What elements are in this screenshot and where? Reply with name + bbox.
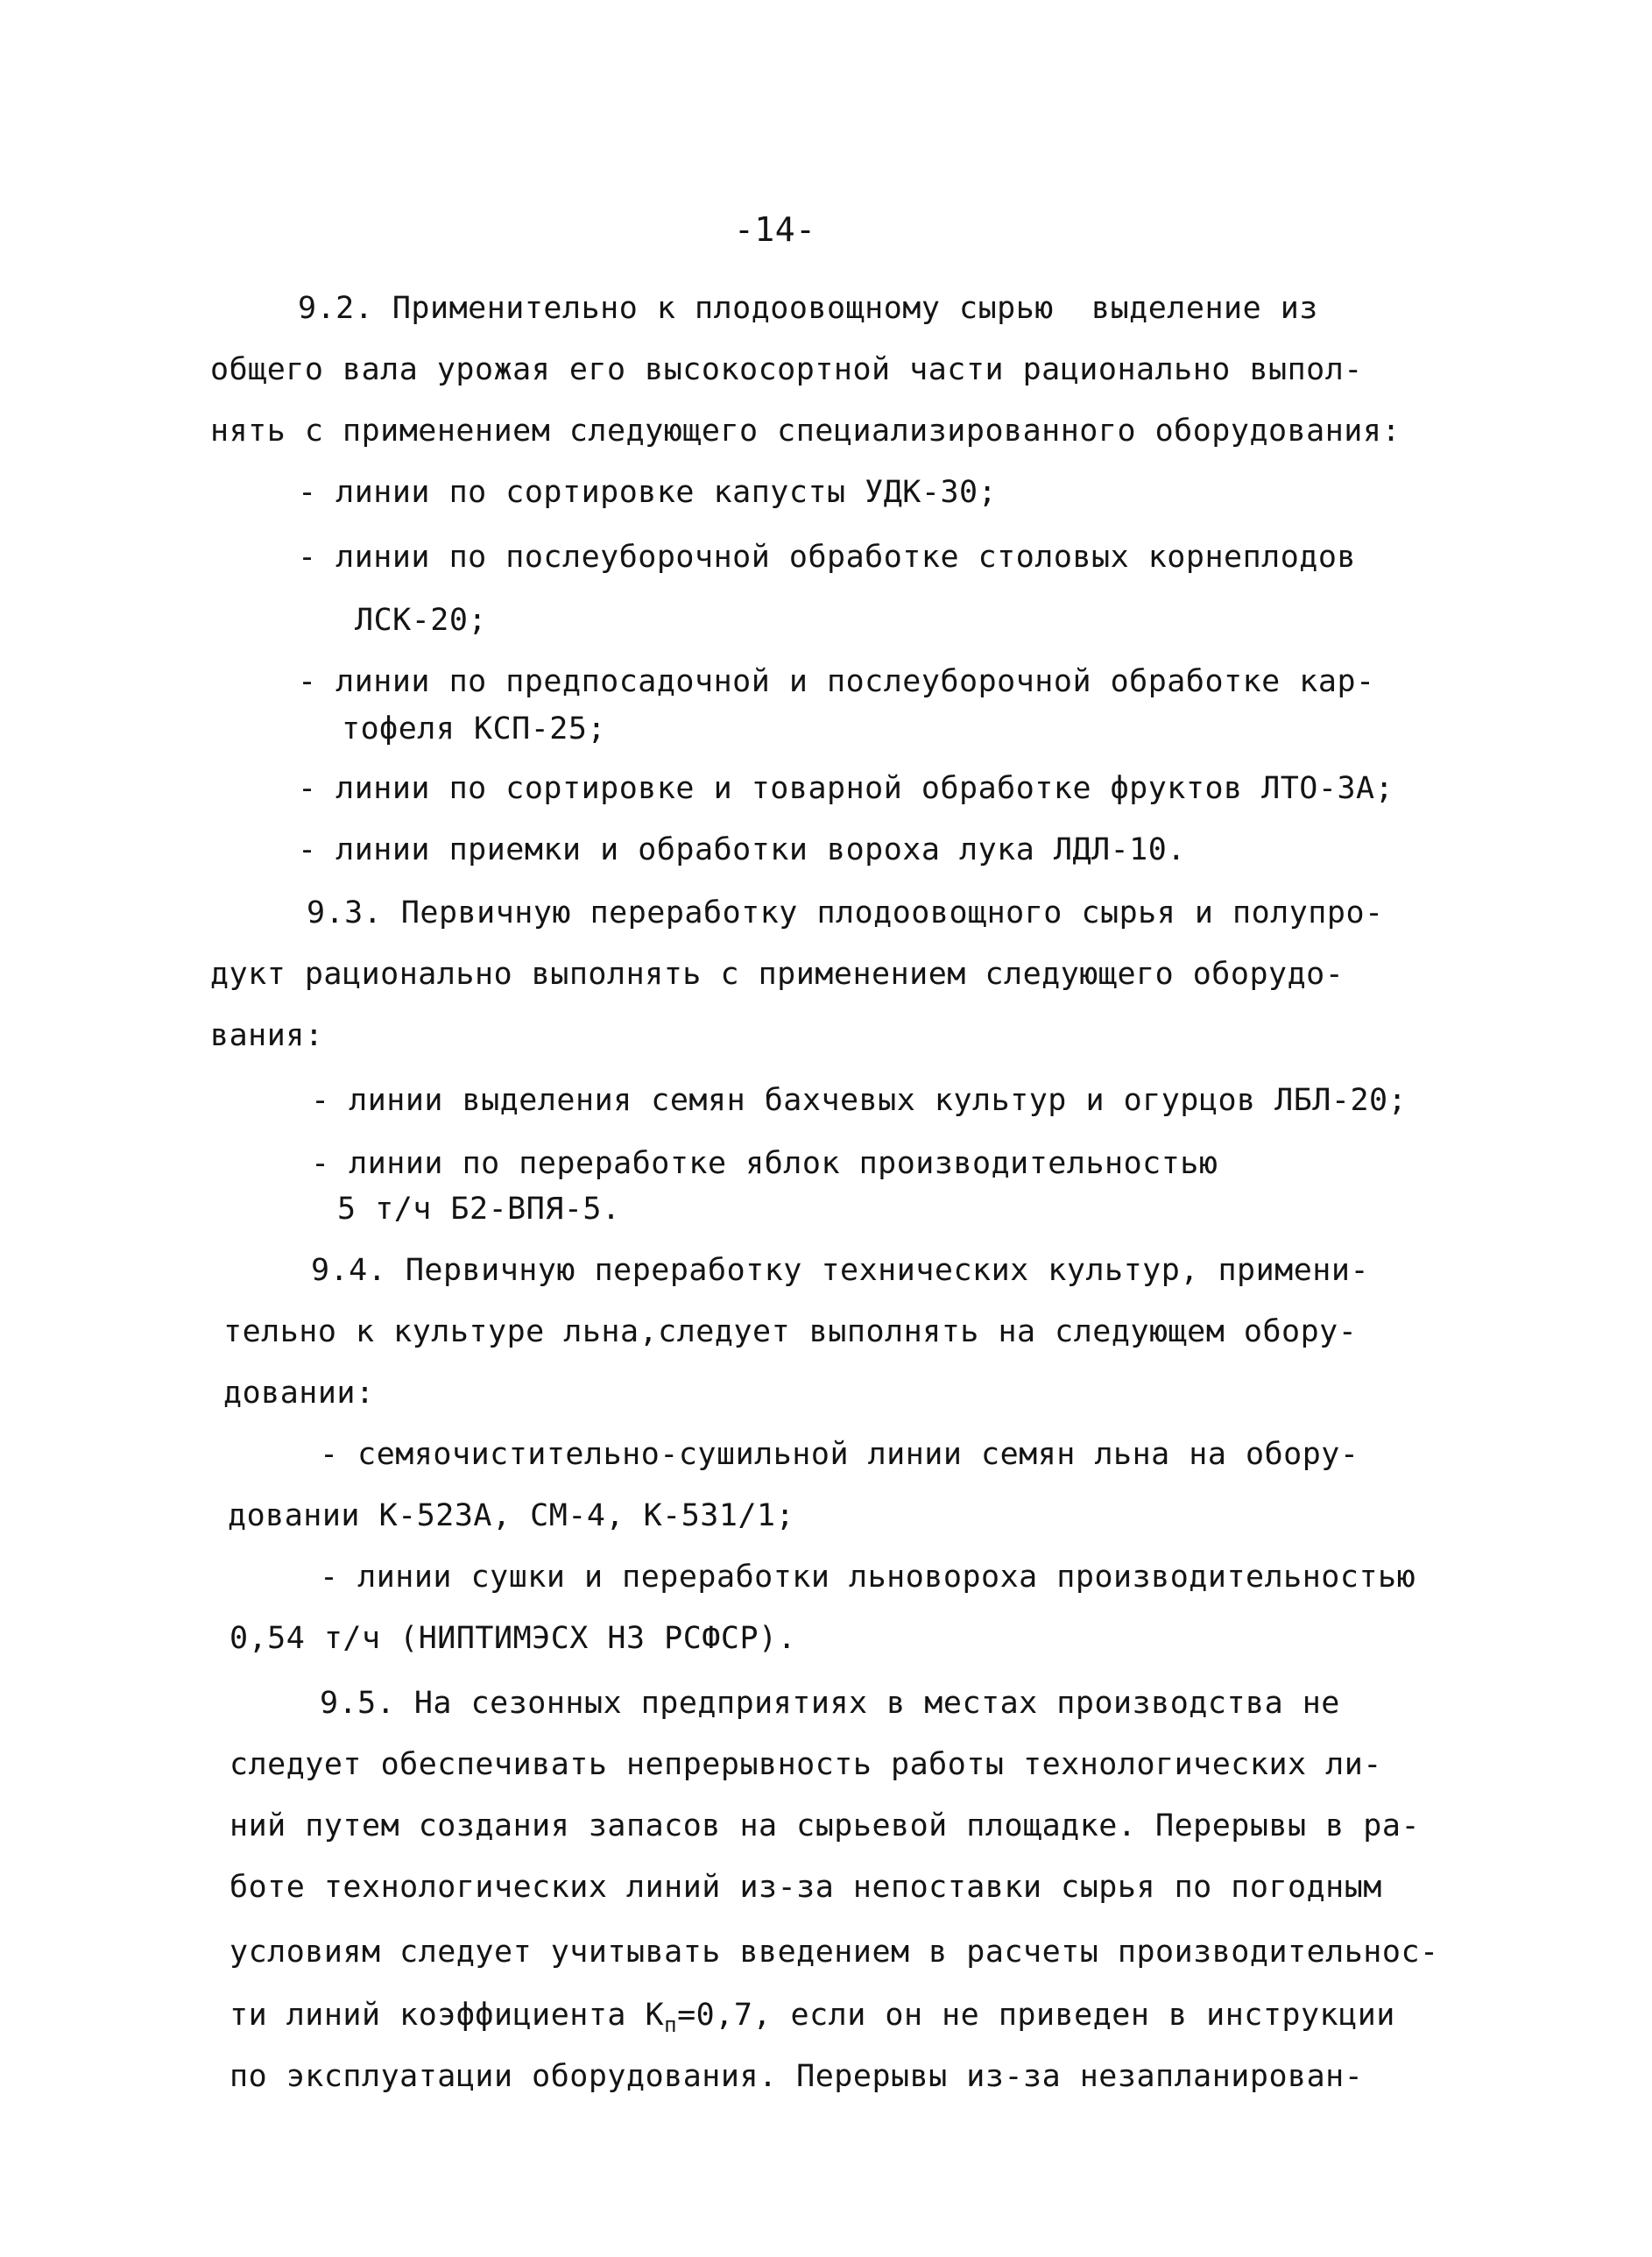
text-line: условиям следует учитывать введением в расчеты производительнос- <box>229 1935 1439 1970</box>
page-number: -14- <box>734 210 816 249</box>
text-segment: =0,7, если он не приведен в инструкции <box>677 1998 1395 2033</box>
text-line: боте технологических линий из-за непоставки сырья по погодным <box>229 1870 1382 1905</box>
text-line: следует обеспечивать непрерывность работы технологических ли- <box>229 1747 1382 1782</box>
subscript: п <box>664 2013 678 2037</box>
list-item-continuation: тофеля КСП-25; <box>342 711 607 746</box>
text-line-with-subscript <box>229 1998 1395 2037</box>
list-item-continuation: 5 т/ч Б2-ВПЯ-5. <box>337 1192 621 1227</box>
list-item: - семяочистительно-сушильной линии семян льна на обору- <box>320 1437 1359 1472</box>
list-item: - линии приемки и обработки вороха лука ЛДЛ-10. <box>298 832 1186 867</box>
list-item-continuation: ЛСК-20; <box>355 603 488 638</box>
list-item: - линии по переработке яблок производительностью <box>311 1146 1218 1181</box>
text-line: дукт рационально выполнять с применением следующего оборудо- <box>210 957 1345 992</box>
text-line: тельно к культуре льна,следует выполнять на следующем обору- <box>223 1314 1358 1349</box>
list-item: - линии по предпосадочной и послеуборочной обработке кар- <box>298 664 1375 699</box>
text-line: довании: <box>223 1376 375 1411</box>
text-line: вания: <box>210 1018 324 1053</box>
text-line: нять с применением следующего специализированного оборудования: <box>210 414 1401 449</box>
text-line: 9.2. Применительно к плодоовощному сырью выделение из <box>298 291 1318 326</box>
list-item: - линии по сортировке капусты УДК-30; <box>298 475 998 510</box>
list-item: - линии по сортировке и товарной обработке фруктов ЛТО-3А; <box>298 771 1394 806</box>
list-item: - линии выделения семян бахчевых культур и огурцов ЛБЛ-20; <box>311 1083 1408 1118</box>
list-item: - линии по послеуборочной обработке столовых корнеплодов <box>298 540 1357 575</box>
list-item-continuation: довании К-523А, СМ-4, К-531/1; <box>228 1498 795 1533</box>
text-line: ний путем создания запасов на сырьевой площадке. Перерывы в ра- <box>229 1808 1421 1843</box>
text-line: по эксплуатации оборудования. Перерывы из-за незапланирован- <box>229 2059 1364 2094</box>
text-line: 9.3. Первичную переработку плодоовощного сырья и полупро- <box>307 895 1384 930</box>
text-line: 9.5. На сезонных предприятиях в местах производства не <box>320 1686 1340 1721</box>
list-item-continuation: 0,54 т/ч (НИПТИМЭСХ НЗ РСФСР). <box>229 1621 797 1656</box>
text-line: 9.4. Первичную переработку технических культур, примени- <box>311 1253 1370 1288</box>
text-line: общего вала урожая его высокосортной части рационально выпол- <box>210 352 1363 387</box>
text-segment: ти линий коэффициента К <box>229 1998 665 2033</box>
list-item: - линии сушки и переработки льновороха производительностью <box>320 1560 1416 1595</box>
